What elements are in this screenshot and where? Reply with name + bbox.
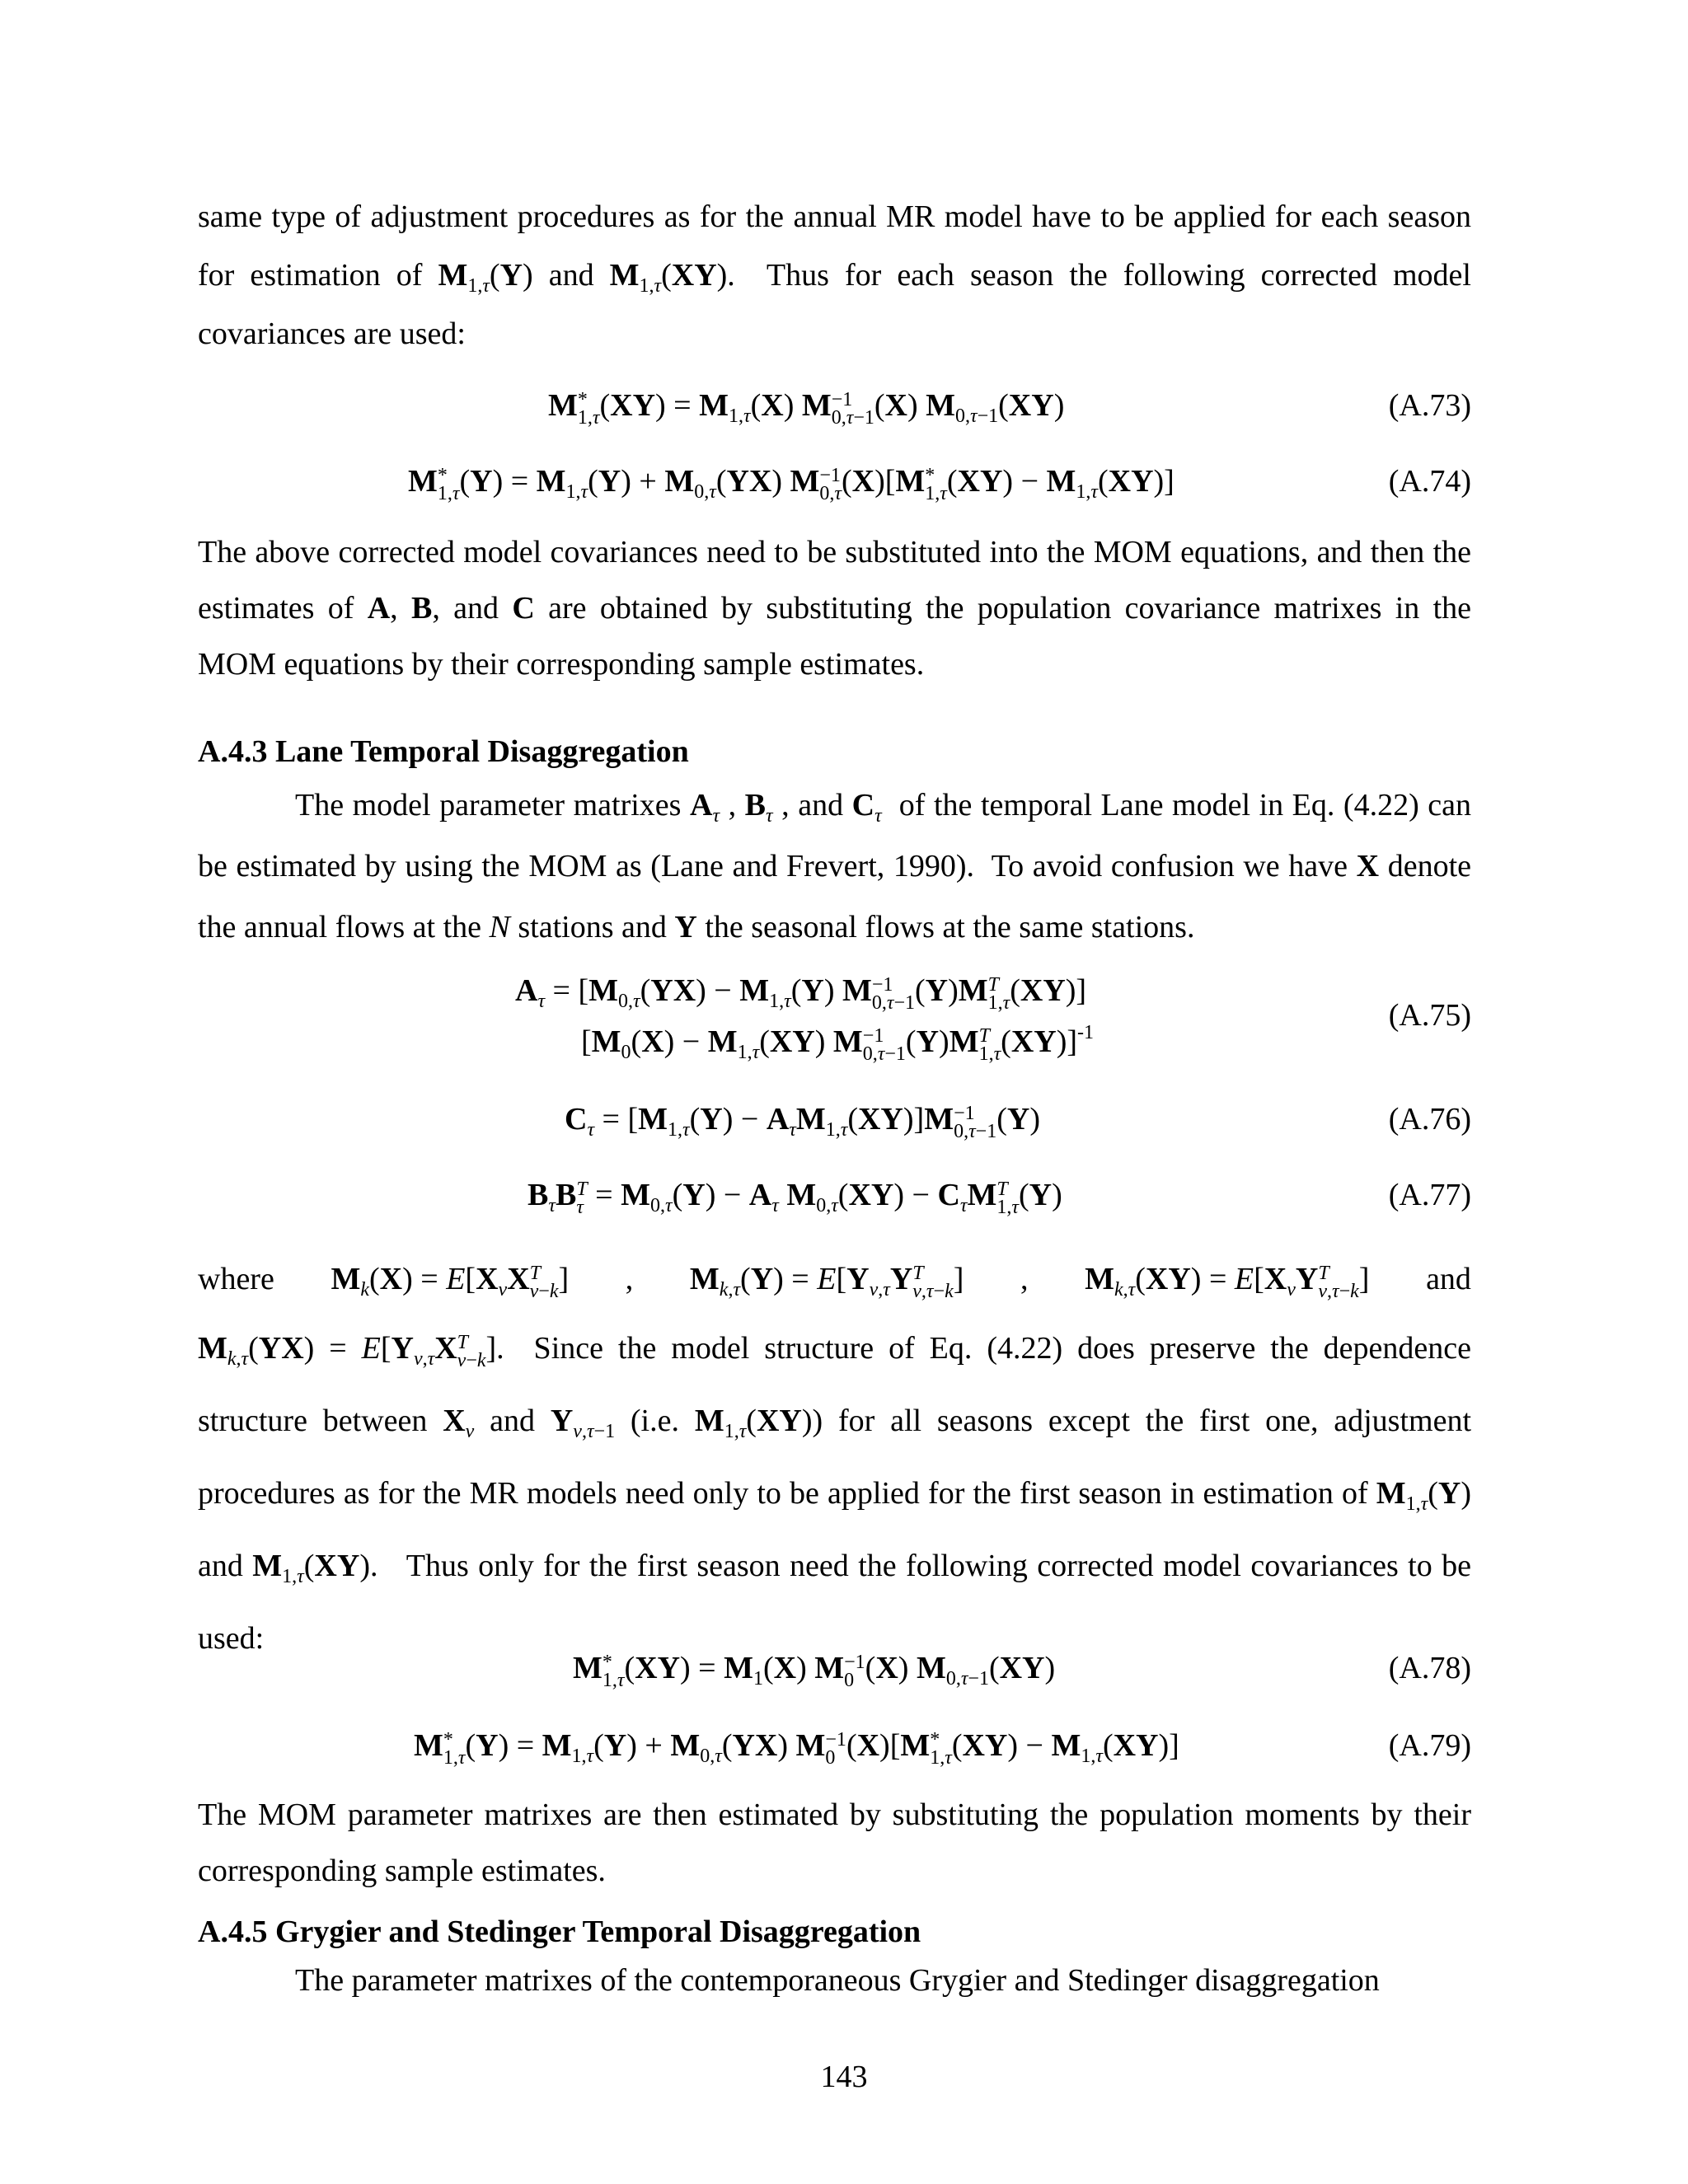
equation-number-a77: (A.77) [1388,1178,1471,1212]
paragraph-4: where $M_k(X) = E[X_\nu X$ T ν−k ] , $M_{k,\tau}(Y) = E[Y_{\nu,\tau}Y$ T ν,τ−k ] , $M_{k,\tau}(XY) = E[X_\nu Y$ T ν,τ−k ] and $M_{k,\tau}(YX) = E[Y_{\nu,\tau}X$ T ν−k ]. Since the model structure of Eq. (4.22) does preserve the dependence structure between $X_\nu$ and $Y_{\nu,\tau-1}$ (i.e. $M_{1,\tau}(XY)$) for all seasons except the first one, adjustment procedures as for the MR models need only to be applied for the first season in estimation of $M_{1,\tau}(Y)$ and $M_{1,\tau}(XY)$. Thus only for the first season need the following corrected model covariances to be used: [198,1262,1472,1656]
paragraph-6-text: The parameter matrixes of the contemporaneous Grygier and Stedinger disaggregation [295,1963,1380,1998]
equation-a78: M * 1,τ $(XY) = M_1(X)$ M −1 0 (X) $M_{0,\tau-1}(XY)$ (A.78) [573,1651,1471,1691]
section-heading-a45: A.4.5 Grygier and Stedinger Temporal Disaggregation [198,1915,921,1949]
equation-number-a74: (A.74) [1388,464,1471,499]
equation-a79: M * 1,τ $(Y) = M_{1,\tau}(Y) + M_{0,\tau}(YX)$ M −1 0 (X)[M * 1,τ $(XY) - M_{1,\tau}(XY)$] (A.79) [414,1728,1471,1769]
page-number: 143 [820,2060,868,2094]
equation-number-a73: (A.73) [1388,388,1471,423]
equation-number-a78: (A.78) [1388,1651,1471,1685]
paragraph-5 [198,1787,1471,1899]
equation-a74: M * 1,τ $(Y) = M_{1,\tau}(Y) + M_{0,\tau}(YX)$ M −1 0,τ (X)[M * 1,τ $(XY) - M_{1,\tau}(XY)$] (A.74) [408,464,1471,504]
paragraph-3: The model parameter matrixes $A_\tau$ , $B_\tau$ , and $C_\tau$ of the temporal Lane model in Eq. (4.22) can be estimated by using the MOM as (Lane and Frevert, 1990). To avoid confusion we have X denote the annual flows at the N stations and Y the seasonal flows at the same stations. [198,788,1472,944]
paragraph-6 [198,1952,1471,2010]
equation-a76: $C_\tau = [M_{1,\tau}(Y) - A_\tau M_{1,\tau}(XY)]M$ −1 0,τ−1 (Y) (A.76) [565,1102,1471,1142]
section-heading-a43: A.4.3 Lane Temporal Disaggregation [198,734,689,769]
equation-number-a76: (A.76) [1388,1102,1471,1137]
equation-a73: M * 1,τ $(XY) = M_{1,\tau}(X)$ M −1 0,τ−1 (X) $M_{0,\tau-1}(XY)$ (A.73) [548,388,1471,429]
paragraph-1: same type of adjustment procedures as for the annual MR model have to be applied for each season for estimation of $M_{1,\tau}(Y)$ and $M_{1,\tau}(XY)$. Thus for each season the following corrected model covariances are used: [198,199,1471,351]
equation-number-a75: (A.75) [1388,998,1471,1033]
paragraph-2: The above corrected model covariances need to be substituted into the MOM equations, and then the estimates of A, B, and C are obtained by substituting the population covariance matrixes in the MOM equations by their corresponding sample estimates. [198,535,1472,682]
equation-number-a79: (A.79) [1388,1728,1471,1763]
equation-a77: $B_\tau B$ T τ = $M_{0,\tau}(Y) - A_\tau$ $M_{0,\tau}(XY) - C_\tau M$ T 1,τ (Y) (A.77) [528,1178,1471,1218]
paragraph-5-text: The MOM parameter matrixes are then estimated by substituting the population moments by their corresponding sample estimates. [198,1797,1471,1888]
equation-a75: $A_\tau = [M_{0,\tau}(YX) - M_{1,\tau}(Y)$ M −1 0,τ−1 (Y)M T 1,τ (XY)] [$M_0(X) - M_{1,\tau}(XY)$ M −1 0,τ−1 (Y)M T 1,τ (XY)]$^{-1}$ (A.75) [515,973,1471,1065]
